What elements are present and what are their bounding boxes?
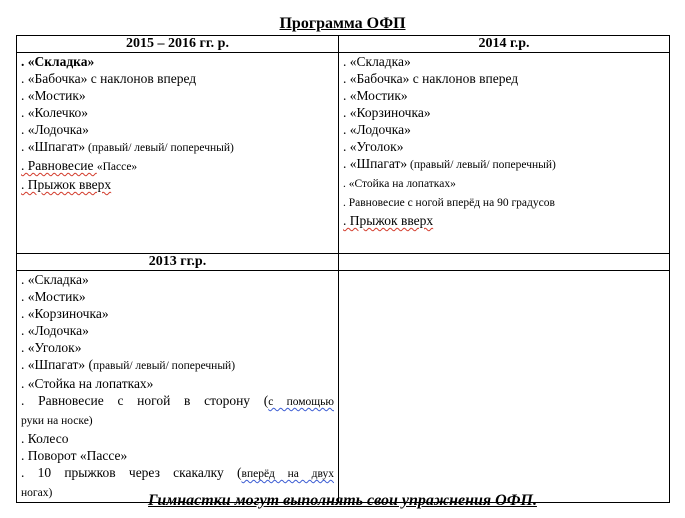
list-item: . «Колечко» xyxy=(21,105,88,120)
list-item: . «Шпагат» (правый/ левый/ поперечный) xyxy=(21,357,236,372)
footer-note: Гимнастки могут выполнять свои упражнения ОФП. xyxy=(148,492,537,509)
list-item: . «Шпагат» (правый/ левый/ поперечный) xyxy=(343,156,556,171)
list-item: . «Шпагат» (правый/ левый/ поперечный) xyxy=(21,139,234,154)
list-item: . «Бабочка» с наклонов вперед xyxy=(21,71,197,86)
list-item: . «Корзиночка» xyxy=(343,105,431,120)
header-2014: 2014 г.р. xyxy=(339,36,670,53)
list-item: . «Уголок» xyxy=(343,139,404,154)
list-item: . Поворот «Пассе» xyxy=(21,448,128,463)
header-2015-2016: 2015 – 2016 гг. р. xyxy=(17,36,339,53)
list-item: . «Лодочка» xyxy=(21,323,89,338)
list-item: . «Корзиночка» xyxy=(21,306,109,321)
list-item: . «Мостик» xyxy=(21,289,86,304)
list-item: . Колесо xyxy=(21,431,69,446)
list-item: ногах) xyxy=(21,487,53,499)
list-item: . «Мостик» xyxy=(343,88,408,103)
list-item: . «Стойка на лопатках» xyxy=(343,178,456,190)
list-item: . Равновесие «Пассе» xyxy=(21,158,138,173)
list-item: . 10 прыжков через скакалку (вперёд на двух xyxy=(21,465,334,480)
list-item: . «Складка» xyxy=(21,54,95,69)
cell-2015-2016 xyxy=(17,53,339,254)
cell-2013 xyxy=(17,271,339,503)
list-item: . Прыжок вверх xyxy=(343,213,434,228)
list-item: . Прыжок вверх xyxy=(21,177,112,192)
list-item: . «Стойка на лопатках» xyxy=(21,376,154,391)
cell-empty xyxy=(339,271,670,503)
list-item: . «Лодочка» xyxy=(343,122,411,137)
page-title: Программа ОФП xyxy=(279,15,406,32)
list-item: . Равновесие с ногой в сторону (с помощью xyxy=(21,393,334,408)
list-item: . «Уголок» xyxy=(21,340,82,355)
list-item: . «Лодочка» xyxy=(21,122,89,137)
header-2013: 2013 гг.р. xyxy=(17,254,339,271)
cell-2014 xyxy=(339,53,670,254)
list-item: руки на носке) xyxy=(21,415,93,427)
list-item: . Равновесие с ногой вперёд на 90 градусов xyxy=(343,197,555,209)
list-item: . «Бабочка» с наклонов вперед xyxy=(343,71,519,86)
header-empty xyxy=(339,254,670,271)
list-item: . «Складка» xyxy=(343,54,411,69)
program-table xyxy=(16,35,670,503)
list-item: . «Мостик» xyxy=(21,88,86,103)
list-item: . «Складка» xyxy=(21,272,89,287)
